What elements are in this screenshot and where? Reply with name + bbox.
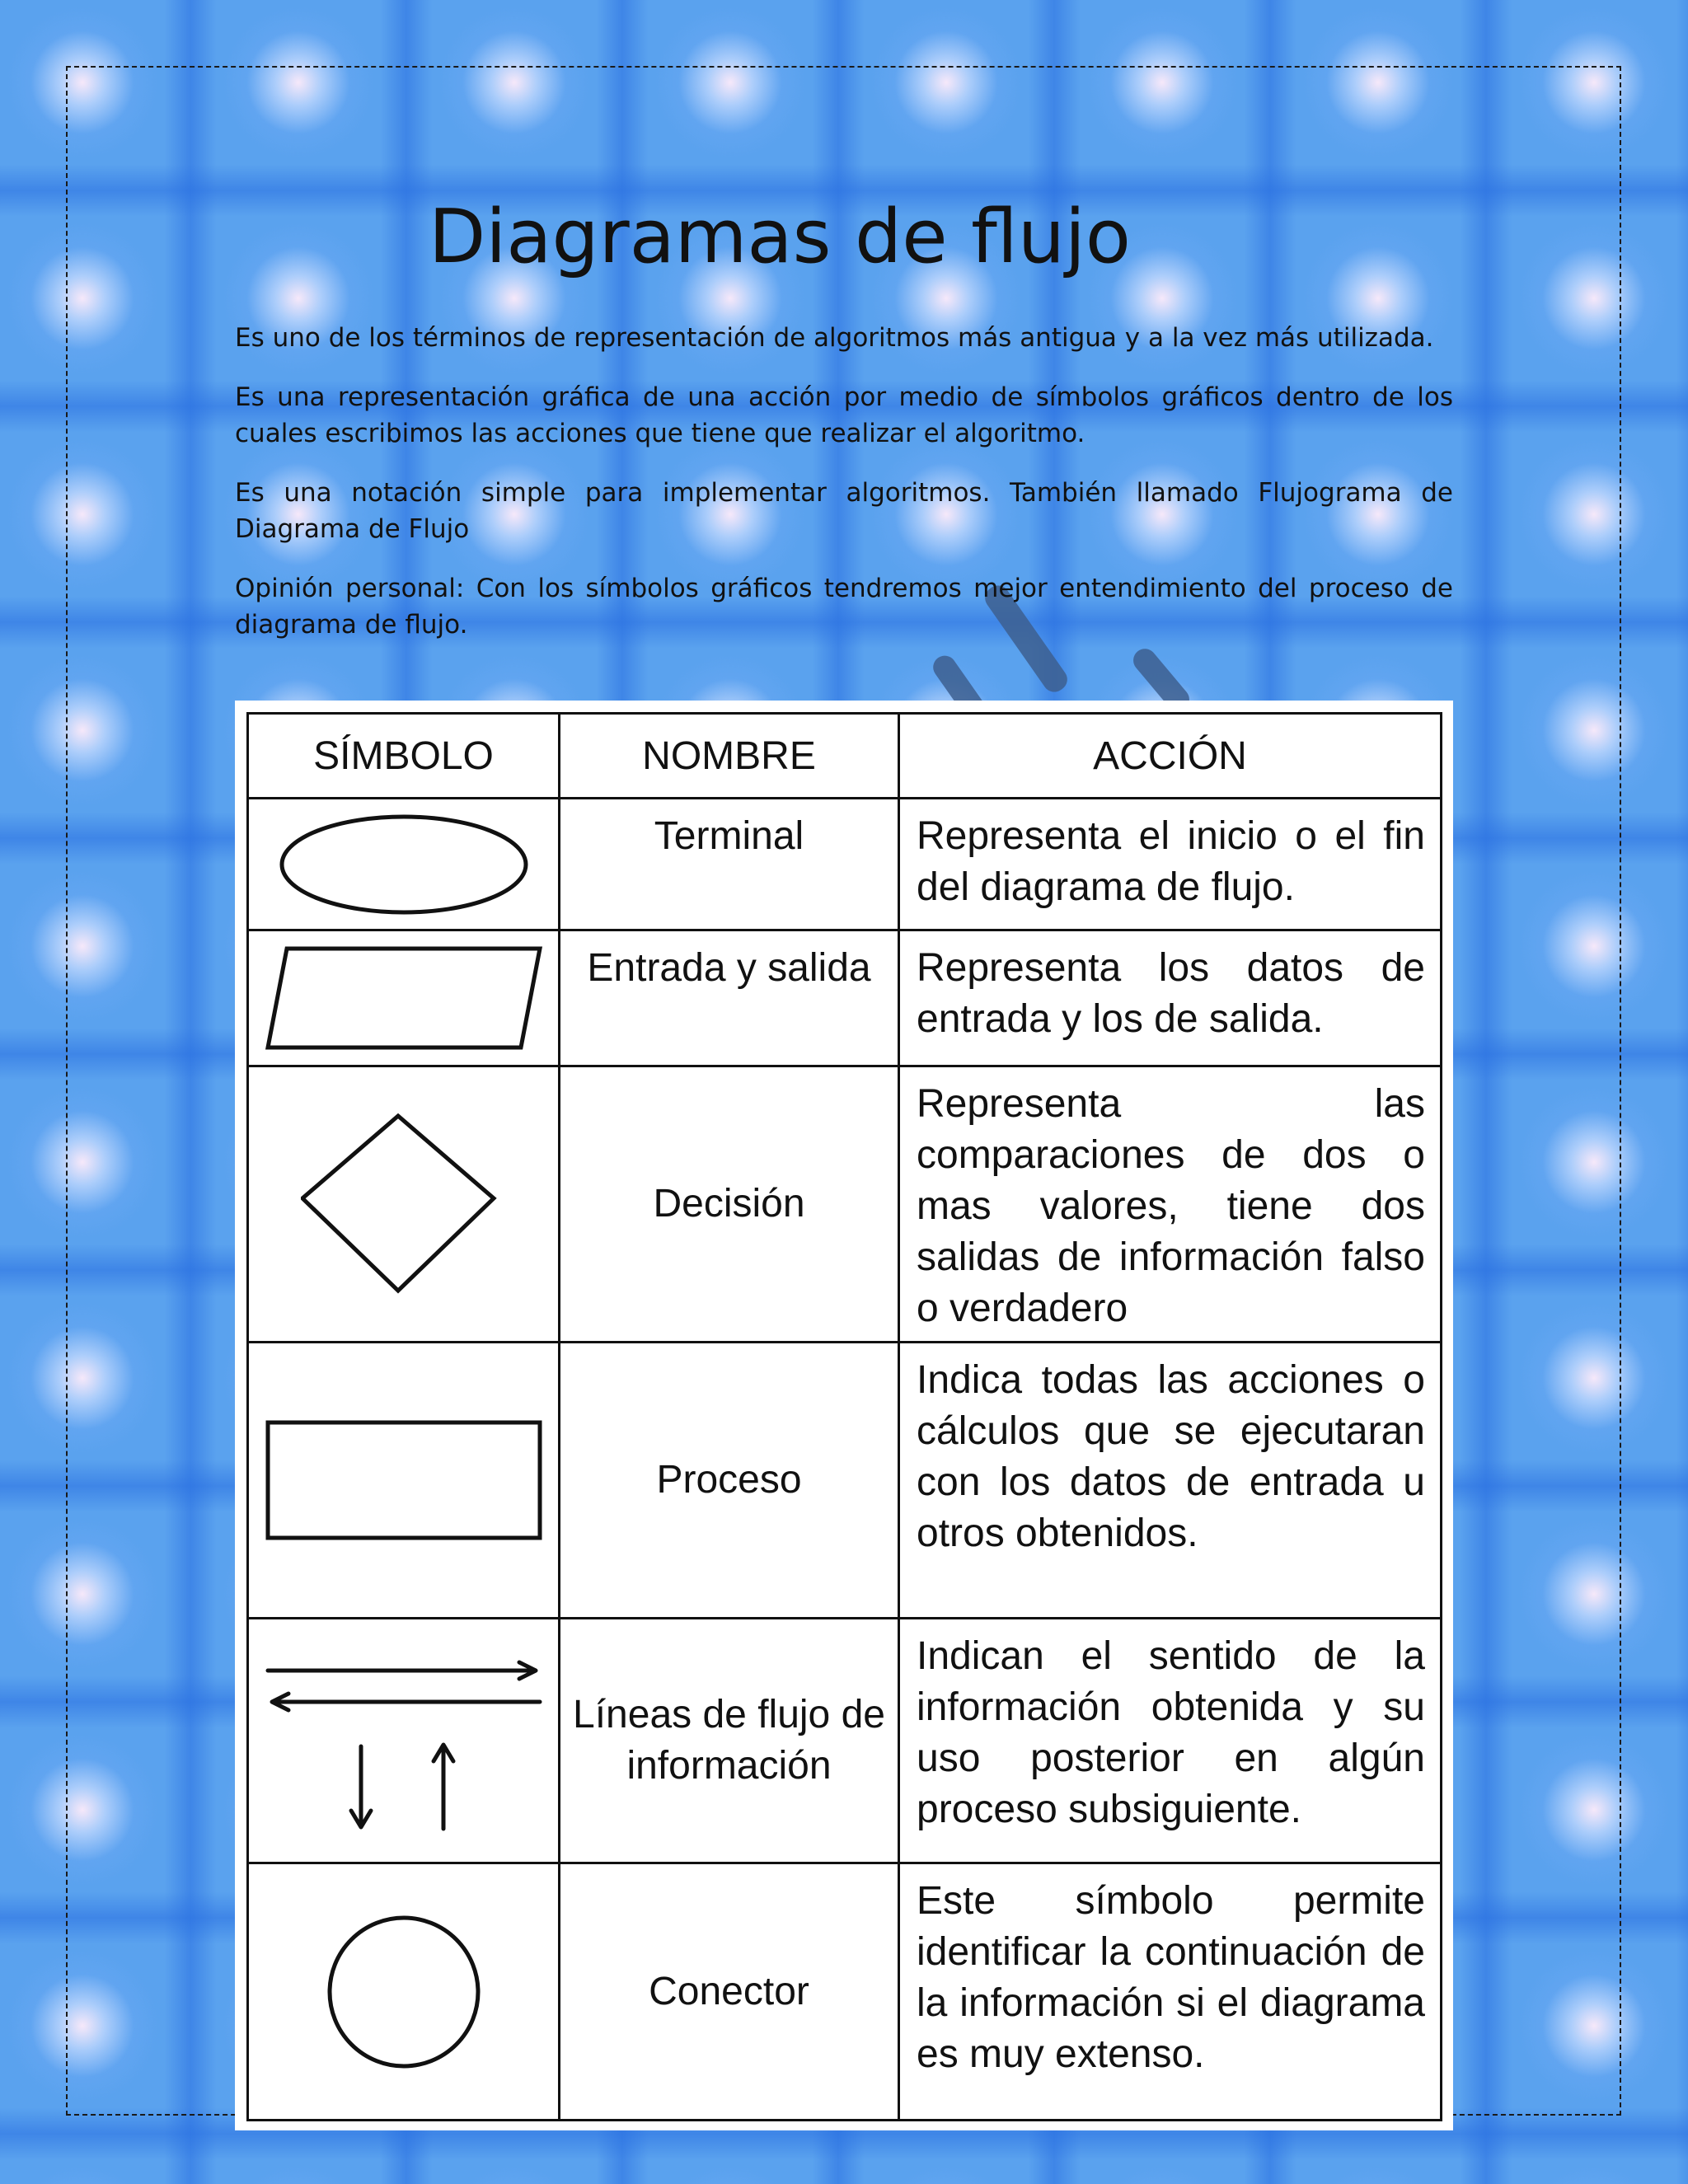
action-cell: Representa las comparaciones de dos o mas valores, tiene dos salidas de información falso o verdadero (899, 1066, 1442, 1343)
symbol-cell (248, 1343, 560, 1619)
symbol-cell (248, 1619, 560, 1863)
name-cell: Líneas de flujo de información (560, 1619, 899, 1863)
symbol-cell (248, 930, 560, 1066)
paragraph: Opinión personal: Con los símbolos gráficos tendremos mejor entendimiento del proceso de diagrama de flujo. (235, 574, 1453, 640)
name-cell: Decisión (560, 1066, 899, 1343)
table-row (248, 1619, 1442, 1863)
table-header-row (248, 714, 1442, 799)
action-cell: Indican el sentido de la información obtenida y su uso posterior en algún proceso subsiguiente. (899, 1619, 1442, 1863)
page-title: Diagramas de flujo (429, 194, 1131, 280)
name-cell: Terminal (560, 799, 899, 930)
connector-circle-icon (321, 1910, 486, 2074)
name-cell: Proceso (560, 1343, 899, 1619)
header-symbol: SÍMBOLO (248, 714, 560, 799)
header-name: NOMBRE (560, 714, 899, 799)
table-row (248, 1066, 1442, 1343)
symbols-table (246, 712, 1442, 2121)
action-cell: Representa los datos de entrada y los de salida. (899, 930, 1442, 1066)
symbol-cell (248, 1863, 560, 2121)
paragraph: Es una notación simple para implementar algoritmos. También llamado Flujograma de Diagrama de Flujo (235, 478, 1453, 544)
symbol-cell (248, 799, 560, 930)
name-cell: Entrada y salida (560, 930, 899, 1066)
table-row (248, 1343, 1442, 1619)
table-row (248, 930, 1442, 1066)
action-cell: Representa el inicio o el fin del diagrama de flujo. (899, 799, 1442, 930)
process-rectangle-icon (264, 1418, 544, 1542)
header-action: ACCIÓN (899, 714, 1442, 799)
paragraph: Es uno de los términos de representación de algoritmos más antigua y a la vez más utilizada. (235, 323, 1434, 353)
action-cell: Indica todas las acciones o cálculos que se ejecutaran con los datos de entrada u otros obtenidos. (899, 1343, 1442, 1619)
paragraph: Es una representación gráfica de una acción por medio de símbolos gráficos dentro de los cuales escribimos las acciones que tiene que realizar el algoritmo. (235, 382, 1453, 448)
flow-lines-arrows-icon (264, 1646, 544, 1835)
action-cell: Este símbolo permite identificar la continuación de la información si el diagrama es muy extenso. (899, 1863, 1442, 2121)
decision-diamond-icon (301, 1109, 507, 1299)
table-row (248, 1863, 1442, 2121)
terminal-oval-icon (272, 811, 536, 918)
intro-text (235, 320, 1453, 666)
name-cell: Conector (560, 1863, 899, 2121)
symbol-cell (248, 1066, 560, 1343)
symbols-table-card (235, 701, 1453, 2130)
table-row (248, 799, 1442, 930)
input-output-parallelogram-icon (264, 940, 544, 1056)
